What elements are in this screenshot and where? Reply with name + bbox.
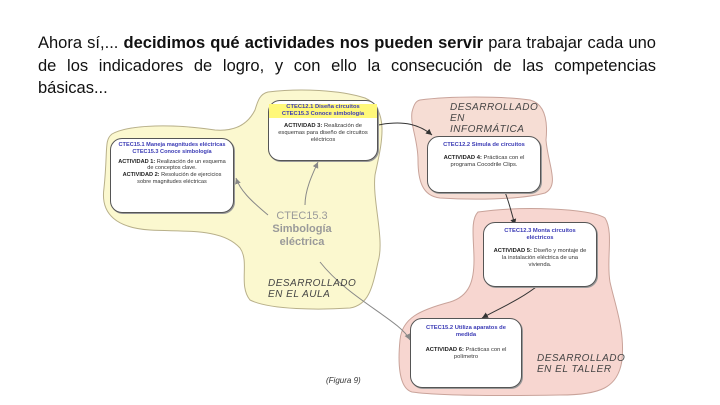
activity-4-label: ACTIVIDAD 4: [443,155,482,161]
activity-1-2-competence-2: CTEC15.3 Conoce simbología [132,148,212,155]
activity-6-text: Prácticas con el polímetro [453,347,507,360]
activity-5-description [484,248,596,269]
activity-3-description [269,123,377,144]
activity-3-competence-2: CTEC15.3 Conoce simbología [269,111,377,118]
activity-6-competence: CTEC15.2 Utiliza aparatos de medida [426,325,506,338]
activity-1-label: ACTIVIDAD 1: [118,158,156,165]
intro-bold: decidimos qué actividades nos pueden servir [123,34,484,52]
activity-1-2-card [110,138,234,213]
activity-5-label: ACTIVIDAD 5: [493,248,532,254]
central-concept-line3: eléctrica [279,236,325,248]
activity-2-description [111,172,233,186]
activity-2-text: Resolución de ejercicios sobre magnitudes eléctricas [137,172,222,185]
region-label-aula: DESARROLLADO EN EL AULA [268,278,357,300]
activity-2-label: ACTIVIDAD 2: [122,172,160,179]
activity-3-competence-1: CTEC12.1 Diseña circuitos [269,104,377,111]
activity-4-competence: CTEC12.2 Simula de circuitos [443,142,525,148]
activity-1-text: Realización de un esquema de conceptos clave. [147,158,226,172]
central-concept [252,210,352,249]
region-label-taller: DESARROLLADO EN EL TALLER [537,353,626,375]
activity-4-card [427,136,541,193]
activity-3-card [268,100,378,161]
activity-5-competence: CTEC12.3 Monta circuitos eléctricos [504,228,576,241]
intro-part2: para trabajar cada uno de los indicadores de logro, y con ello la consecución de las competencias básicas... [38,34,656,97]
intro-part1: Ahora sí,... [38,34,124,52]
activity-1-2-competence-1: CTEC15.1 Maneja magnitudes eléctricas [118,142,226,148]
region-label-informatica: DESARROLLADO EN INFORMÁTICA [450,102,539,135]
activity-6-label: ACTIVIDAD 6: [425,347,464,353]
activity-6-card [410,318,522,388]
figure-caption: (Figura 9) [326,376,361,385]
activity-3-label: ACTIVIDAD 3: [284,123,323,129]
central-concept-line2: Simbología [272,223,332,235]
activity-4-description [428,155,540,169]
activity-6-description [411,347,521,361]
activity-4-text: Prácticas con el programa Cocodrile Clips. [450,155,525,168]
activity-5-text: Diseño y montaje de la instalación eléctrica de una vivienda. [501,248,587,268]
central-concept-code: CTEC15.3 [276,210,328,222]
activity-1-description [111,159,233,173]
activity-3-text: Realización de esquemas para diseño de circuitos eléctricos [278,123,368,143]
activity-5-card [483,222,597,287]
